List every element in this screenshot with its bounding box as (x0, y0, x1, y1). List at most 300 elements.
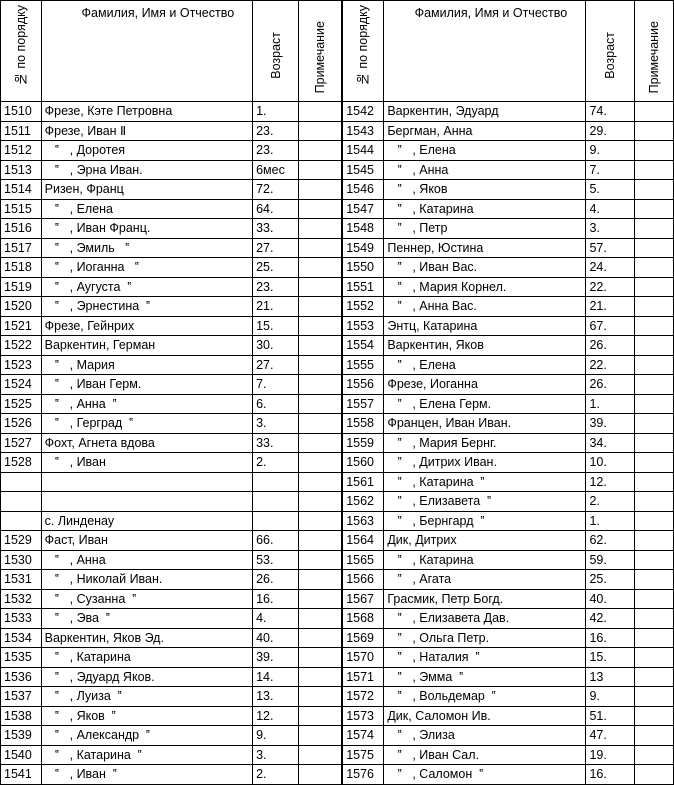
record-number: 1551 (342, 277, 384, 297)
person-name: ‟ , Мария Бернг. (384, 433, 586, 453)
record-number: 1555 (342, 355, 384, 375)
person-name: Францен, Иван Иван. (384, 414, 586, 434)
person-age: 14. (253, 667, 299, 687)
record-number: 1561 (342, 472, 384, 492)
note-cell (298, 180, 342, 200)
record-number: 1546 (342, 180, 384, 200)
header-number-right (342, 1, 384, 102)
person-age: 22. (586, 277, 635, 297)
table-row (1, 375, 674, 395)
record-number: 1570 (342, 648, 384, 668)
person-name: ‟ , Агата (384, 570, 586, 590)
note-cell (298, 297, 342, 317)
person-age (253, 472, 299, 492)
person-age: 26. (586, 336, 635, 356)
record-number: 1532 (1, 589, 42, 609)
record-number (1, 511, 42, 531)
record-number: 1559 (342, 433, 384, 453)
person-age: 13 (586, 667, 635, 687)
record-number: 1524 (1, 375, 42, 395)
table-row (1, 297, 674, 317)
header-note-label: Примечание (646, 20, 661, 93)
person-name: ‟ , Елена (384, 141, 586, 161)
person-name: ‟ , Анна (41, 550, 252, 570)
person-age (253, 492, 299, 512)
person-age: 15. (586, 648, 635, 668)
person-name (41, 472, 252, 492)
person-name: Варкентин, Герман (41, 336, 252, 356)
person-name: ‟ , Аугуста ‟ (41, 277, 252, 297)
note-cell (635, 141, 674, 161)
record-number: 1566 (342, 570, 384, 590)
person-name: ‟ , Яков ‟ (41, 706, 252, 726)
person-name: ‟ , Бернгард ‟ (384, 511, 586, 531)
note-cell (635, 492, 674, 512)
record-number: 1558 (342, 414, 384, 434)
note-cell (635, 258, 674, 278)
record-number: 1517 (1, 238, 42, 258)
record-number: 1540 (1, 745, 42, 765)
note-cell (298, 745, 342, 765)
person-name: Фаст, Иван (41, 531, 252, 551)
note-cell (635, 726, 674, 746)
table-row (1, 160, 674, 180)
note-cell (635, 355, 674, 375)
person-age: 5. (586, 180, 635, 200)
note-cell (298, 199, 342, 219)
record-number: 1560 (342, 453, 384, 473)
person-name: Фрезе, Иоганна (384, 375, 586, 395)
person-age: 3. (253, 745, 299, 765)
record-number: 1574 (342, 726, 384, 746)
table-row (1, 433, 674, 453)
person-age (253, 511, 299, 531)
person-name: ‟ , Елена (384, 355, 586, 375)
table-row (1, 258, 674, 278)
person-age: 27. (253, 355, 299, 375)
note-cell (635, 277, 674, 297)
person-name: ‟ , Иван Герм. (41, 375, 252, 395)
note-cell (298, 394, 342, 414)
note-cell (635, 667, 674, 687)
person-name: ‟ , Мария Корнел. (384, 277, 586, 297)
person-name: Фрезе, Иван Ⅱ (41, 121, 252, 141)
person-name: ‟ , Иван Сал. (384, 745, 586, 765)
header-note-right (635, 1, 674, 102)
note-cell (298, 765, 342, 785)
record-number: 1536 (1, 667, 42, 687)
person-name: ‟ , Иван Франц. (41, 219, 252, 239)
note-cell (635, 570, 674, 590)
record-number: 1523 (1, 355, 42, 375)
note-cell (635, 336, 674, 356)
record-number (1, 492, 42, 512)
header-age-right (586, 1, 635, 102)
record-number: 1569 (342, 628, 384, 648)
table-row (1, 219, 674, 239)
person-name: ‟ , Доротея (41, 141, 252, 161)
note-cell (298, 141, 342, 161)
header-row (1, 1, 674, 102)
record-number: 1530 (1, 550, 42, 570)
person-name: Энтц, Катарина (384, 316, 586, 336)
note-cell (298, 375, 342, 395)
person-name: Фрезе, Кэте Петровна (41, 102, 252, 122)
note-cell (635, 394, 674, 414)
note-cell (298, 277, 342, 297)
person-name: ‟ , Эмиль ‟ (41, 238, 252, 258)
table-row (1, 394, 674, 414)
record-number: 1518 (1, 258, 42, 278)
record-number: 1565 (342, 550, 384, 570)
record-number: 1516 (1, 219, 42, 239)
table-row (1, 628, 674, 648)
person-name: ‟ , Катарина (41, 648, 252, 668)
person-age: 2. (253, 453, 299, 473)
person-age: 21. (253, 297, 299, 317)
table-row (1, 121, 674, 141)
person-name: Дик, Дитрих (384, 531, 586, 551)
note-cell (298, 316, 342, 336)
person-age: 4. (253, 609, 299, 629)
record-number: 1527 (1, 433, 42, 453)
header-name-right (384, 1, 586, 102)
person-name: Дик, Саломон Ив. (384, 706, 586, 726)
note-cell (635, 550, 674, 570)
table-row (1, 199, 674, 219)
record-number: 1572 (342, 687, 384, 707)
record-number: 1553 (342, 316, 384, 336)
person-age: 25. (253, 258, 299, 278)
person-age: 53. (253, 550, 299, 570)
record-number: 1537 (1, 687, 42, 707)
note-cell (298, 667, 342, 687)
note-cell (298, 258, 342, 278)
person-name: с. Линденау (41, 511, 252, 531)
note-cell (635, 589, 674, 609)
person-name: ‟ , Яков (384, 180, 586, 200)
person-name: ‟ , Элиза (384, 726, 586, 746)
person-age: 23. (253, 277, 299, 297)
person-age: 24. (586, 258, 635, 278)
person-name: ‟ , Катарина ‟ (384, 472, 586, 492)
note-cell (298, 453, 342, 473)
note-cell (635, 609, 674, 629)
header-age-left (253, 1, 299, 102)
note-cell (635, 375, 674, 395)
person-age: 25. (586, 570, 635, 590)
note-cell (298, 531, 342, 551)
record-number: 1519 (1, 277, 42, 297)
note-cell (298, 472, 342, 492)
record-number: 1573 (342, 706, 384, 726)
record-number: 1544 (342, 141, 384, 161)
table-row (1, 472, 674, 492)
note-cell (635, 219, 674, 239)
person-name: ‟ , Эдуард Яков. (41, 667, 252, 687)
person-age: 23. (253, 141, 299, 161)
person-age: 57. (586, 238, 635, 258)
header-name-label: Фамилия, Имя и Отчество (414, 6, 568, 20)
record-number: 1535 (1, 648, 42, 668)
note-cell (298, 628, 342, 648)
note-cell (635, 121, 674, 141)
note-cell (298, 511, 342, 531)
note-cell (298, 609, 342, 629)
person-name: ‟ , Герград ‟ (41, 414, 252, 434)
person-age: 40. (586, 589, 635, 609)
note-cell (635, 102, 674, 122)
note-cell (298, 355, 342, 375)
table-row (1, 336, 674, 356)
header-age-label: Возраст (268, 32, 283, 79)
person-age: 19. (586, 745, 635, 765)
person-age: 15. (253, 316, 299, 336)
person-name: ‟ , Дитрих Иван. (384, 453, 586, 473)
person-age: 2. (253, 765, 299, 785)
record-number: 1576 (342, 765, 384, 785)
person-age: 26. (253, 570, 299, 590)
person-name: ‟ , Николай Иван. (41, 570, 252, 590)
table-row (1, 706, 674, 726)
person-age: 16. (586, 628, 635, 648)
person-age: 13. (253, 687, 299, 707)
table-row (1, 141, 674, 161)
person-age: 74. (586, 102, 635, 122)
note-cell (635, 199, 674, 219)
person-name: Грасмик, Петр Богд. (384, 589, 586, 609)
header-number-label: № по порядку (13, 5, 28, 87)
table-row (1, 277, 674, 297)
record-number: 1545 (342, 160, 384, 180)
note-cell (298, 160, 342, 180)
table-row (1, 414, 674, 434)
note-cell (635, 297, 674, 317)
person-age: 23. (253, 121, 299, 141)
person-name: ‟ , Наталия ‟ (384, 648, 586, 668)
note-cell (635, 531, 674, 551)
header-age-label: Возраст (603, 32, 618, 79)
note-cell (635, 628, 674, 648)
person-age: 4. (586, 199, 635, 219)
record-number: 1549 (342, 238, 384, 258)
record-number: 1563 (342, 511, 384, 531)
person-age: 21. (586, 297, 635, 317)
person-age: 16. (253, 589, 299, 609)
record-number: 1575 (342, 745, 384, 765)
person-age: 9. (586, 687, 635, 707)
person-name: Варкентин, Яков Эд. (41, 628, 252, 648)
note-cell (298, 121, 342, 141)
person-age: 51. (586, 706, 635, 726)
note-cell (298, 726, 342, 746)
person-age: 39. (253, 648, 299, 668)
table-row (1, 667, 674, 687)
person-age: 7. (586, 160, 635, 180)
person-age: 6. (253, 394, 299, 414)
note-cell (635, 648, 674, 668)
table-row (1, 102, 674, 122)
person-age: 2. (586, 492, 635, 512)
note-cell (635, 511, 674, 531)
record-number: 1568 (342, 609, 384, 629)
header-note-left (298, 1, 342, 102)
person-age: 72. (253, 180, 299, 200)
person-age: 26. (586, 375, 635, 395)
person-name: ‟ , Петр (384, 219, 586, 239)
person-age: 1. (253, 102, 299, 122)
note-cell (298, 648, 342, 668)
person-age: 34. (586, 433, 635, 453)
record-number: 1528 (1, 453, 42, 473)
record-number: 1533 (1, 609, 42, 629)
record-number: 1567 (342, 589, 384, 609)
record-number: 1522 (1, 336, 42, 356)
person-name: ‟ , Елена (41, 199, 252, 219)
record-number: 1531 (1, 570, 42, 590)
record-number: 1521 (1, 316, 42, 336)
table-row (1, 570, 674, 590)
table-row (1, 531, 674, 551)
person-age: 22. (586, 355, 635, 375)
header-number-label: № по порядку (356, 5, 371, 87)
person-name: ‟ , Анна Вас. (384, 297, 586, 317)
table-row (1, 511, 674, 531)
note-cell (635, 706, 674, 726)
person-name: ‟ , Иван (41, 453, 252, 473)
record-number: 1514 (1, 180, 42, 200)
person-age: 64. (253, 199, 299, 219)
person-name: ‟ , Эрна Иван. (41, 160, 252, 180)
note-cell (635, 687, 674, 707)
person-age: 3. (586, 219, 635, 239)
record-number: 1547 (342, 199, 384, 219)
table-row (1, 238, 674, 258)
person-name: ‟ , Иван Вас. (384, 258, 586, 278)
person-name: ‟ , Иоганна ‟ (41, 258, 252, 278)
record-number: 1548 (342, 219, 384, 239)
note-cell (298, 687, 342, 707)
record-number: 1539 (1, 726, 42, 746)
person-name: ‟ , Катарина ‟ (41, 745, 252, 765)
person-age: 67. (586, 316, 635, 336)
note-cell (298, 433, 342, 453)
person-name: ‟ , Саломон ‟ (384, 765, 586, 785)
person-age: 47. (586, 726, 635, 746)
note-cell (635, 745, 674, 765)
person-age: 7. (253, 375, 299, 395)
person-age: 30. (253, 336, 299, 356)
note-cell (635, 433, 674, 453)
person-name: ‟ , Иван ‟ (41, 765, 252, 785)
note-cell (298, 102, 342, 122)
person-name: ‟ , Сузанна ‟ (41, 589, 252, 609)
note-cell (298, 336, 342, 356)
person-age: 39. (586, 414, 635, 434)
person-name: Ризен, Франц (41, 180, 252, 200)
person-age: 59. (586, 550, 635, 570)
note-cell (635, 238, 674, 258)
record-number: 1525 (1, 394, 42, 414)
table-row (1, 180, 674, 200)
person-name: Варкентин, Яков (384, 336, 586, 356)
record-number: 1513 (1, 160, 42, 180)
person-age: 66. (253, 531, 299, 551)
person-age: 29. (586, 121, 635, 141)
person-name: ‟ , Катарина (384, 199, 586, 219)
person-age: 9. (586, 141, 635, 161)
person-name: Варкентин, Эдуард (384, 102, 586, 122)
person-name: ‟ , Елена Герм. (384, 394, 586, 414)
note-cell (298, 238, 342, 258)
record-number: 1556 (342, 375, 384, 395)
person-age: 33. (253, 433, 299, 453)
record-number: 1526 (1, 414, 42, 434)
record-number: 1542 (342, 102, 384, 122)
table-row (1, 648, 674, 668)
table-row (1, 453, 674, 473)
person-age: 40. (253, 628, 299, 648)
note-cell (298, 550, 342, 570)
record-number: 1562 (342, 492, 384, 512)
person-age: 42. (586, 609, 635, 629)
header-name-left (41, 1, 252, 102)
person-age: 1. (586, 394, 635, 414)
record-number (1, 472, 42, 492)
record-number: 1571 (342, 667, 384, 687)
note-cell (635, 316, 674, 336)
record-number: 1515 (1, 199, 42, 219)
person-name: ‟ , Эмма ‟ (384, 667, 586, 687)
record-number: 1543 (342, 121, 384, 141)
note-cell (635, 765, 674, 785)
person-name: ‟ , Елизавета ‟ (384, 492, 586, 512)
person-name: Бергман, Анна (384, 121, 586, 141)
header-number-left (1, 1, 42, 102)
note-cell (635, 472, 674, 492)
record-number: 1554 (342, 336, 384, 356)
record-number: 1511 (1, 121, 42, 141)
table-row (1, 355, 674, 375)
person-age: 6мес (253, 160, 299, 180)
record-number: 1510 (1, 102, 42, 122)
table-row (1, 609, 674, 629)
record-number: 1538 (1, 706, 42, 726)
record-number: 1534 (1, 628, 42, 648)
person-name: ‟ , Мария (41, 355, 252, 375)
note-cell (635, 160, 674, 180)
record-number: 1564 (342, 531, 384, 551)
note-cell (635, 180, 674, 200)
person-age: 3. (253, 414, 299, 434)
record-number: 1557 (342, 394, 384, 414)
person-name: ‟ , Вольдемар ‟ (384, 687, 586, 707)
person-age: 9. (253, 726, 299, 746)
person-age: 1. (586, 511, 635, 531)
note-cell (298, 706, 342, 726)
person-age: 27. (253, 238, 299, 258)
table-row (1, 316, 674, 336)
person-name: ‟ , Елизавета Дав. (384, 609, 586, 629)
header-note-label: Примечание (312, 20, 327, 93)
person-age: 62. (586, 531, 635, 551)
table-row (1, 550, 674, 570)
person-name: ‟ , Эрнестина ‟ (41, 297, 252, 317)
person-name: ‟ , Александр ‟ (41, 726, 252, 746)
person-name: ‟ , Луиза ‟ (41, 687, 252, 707)
table-row (1, 687, 674, 707)
note-cell (635, 453, 674, 473)
